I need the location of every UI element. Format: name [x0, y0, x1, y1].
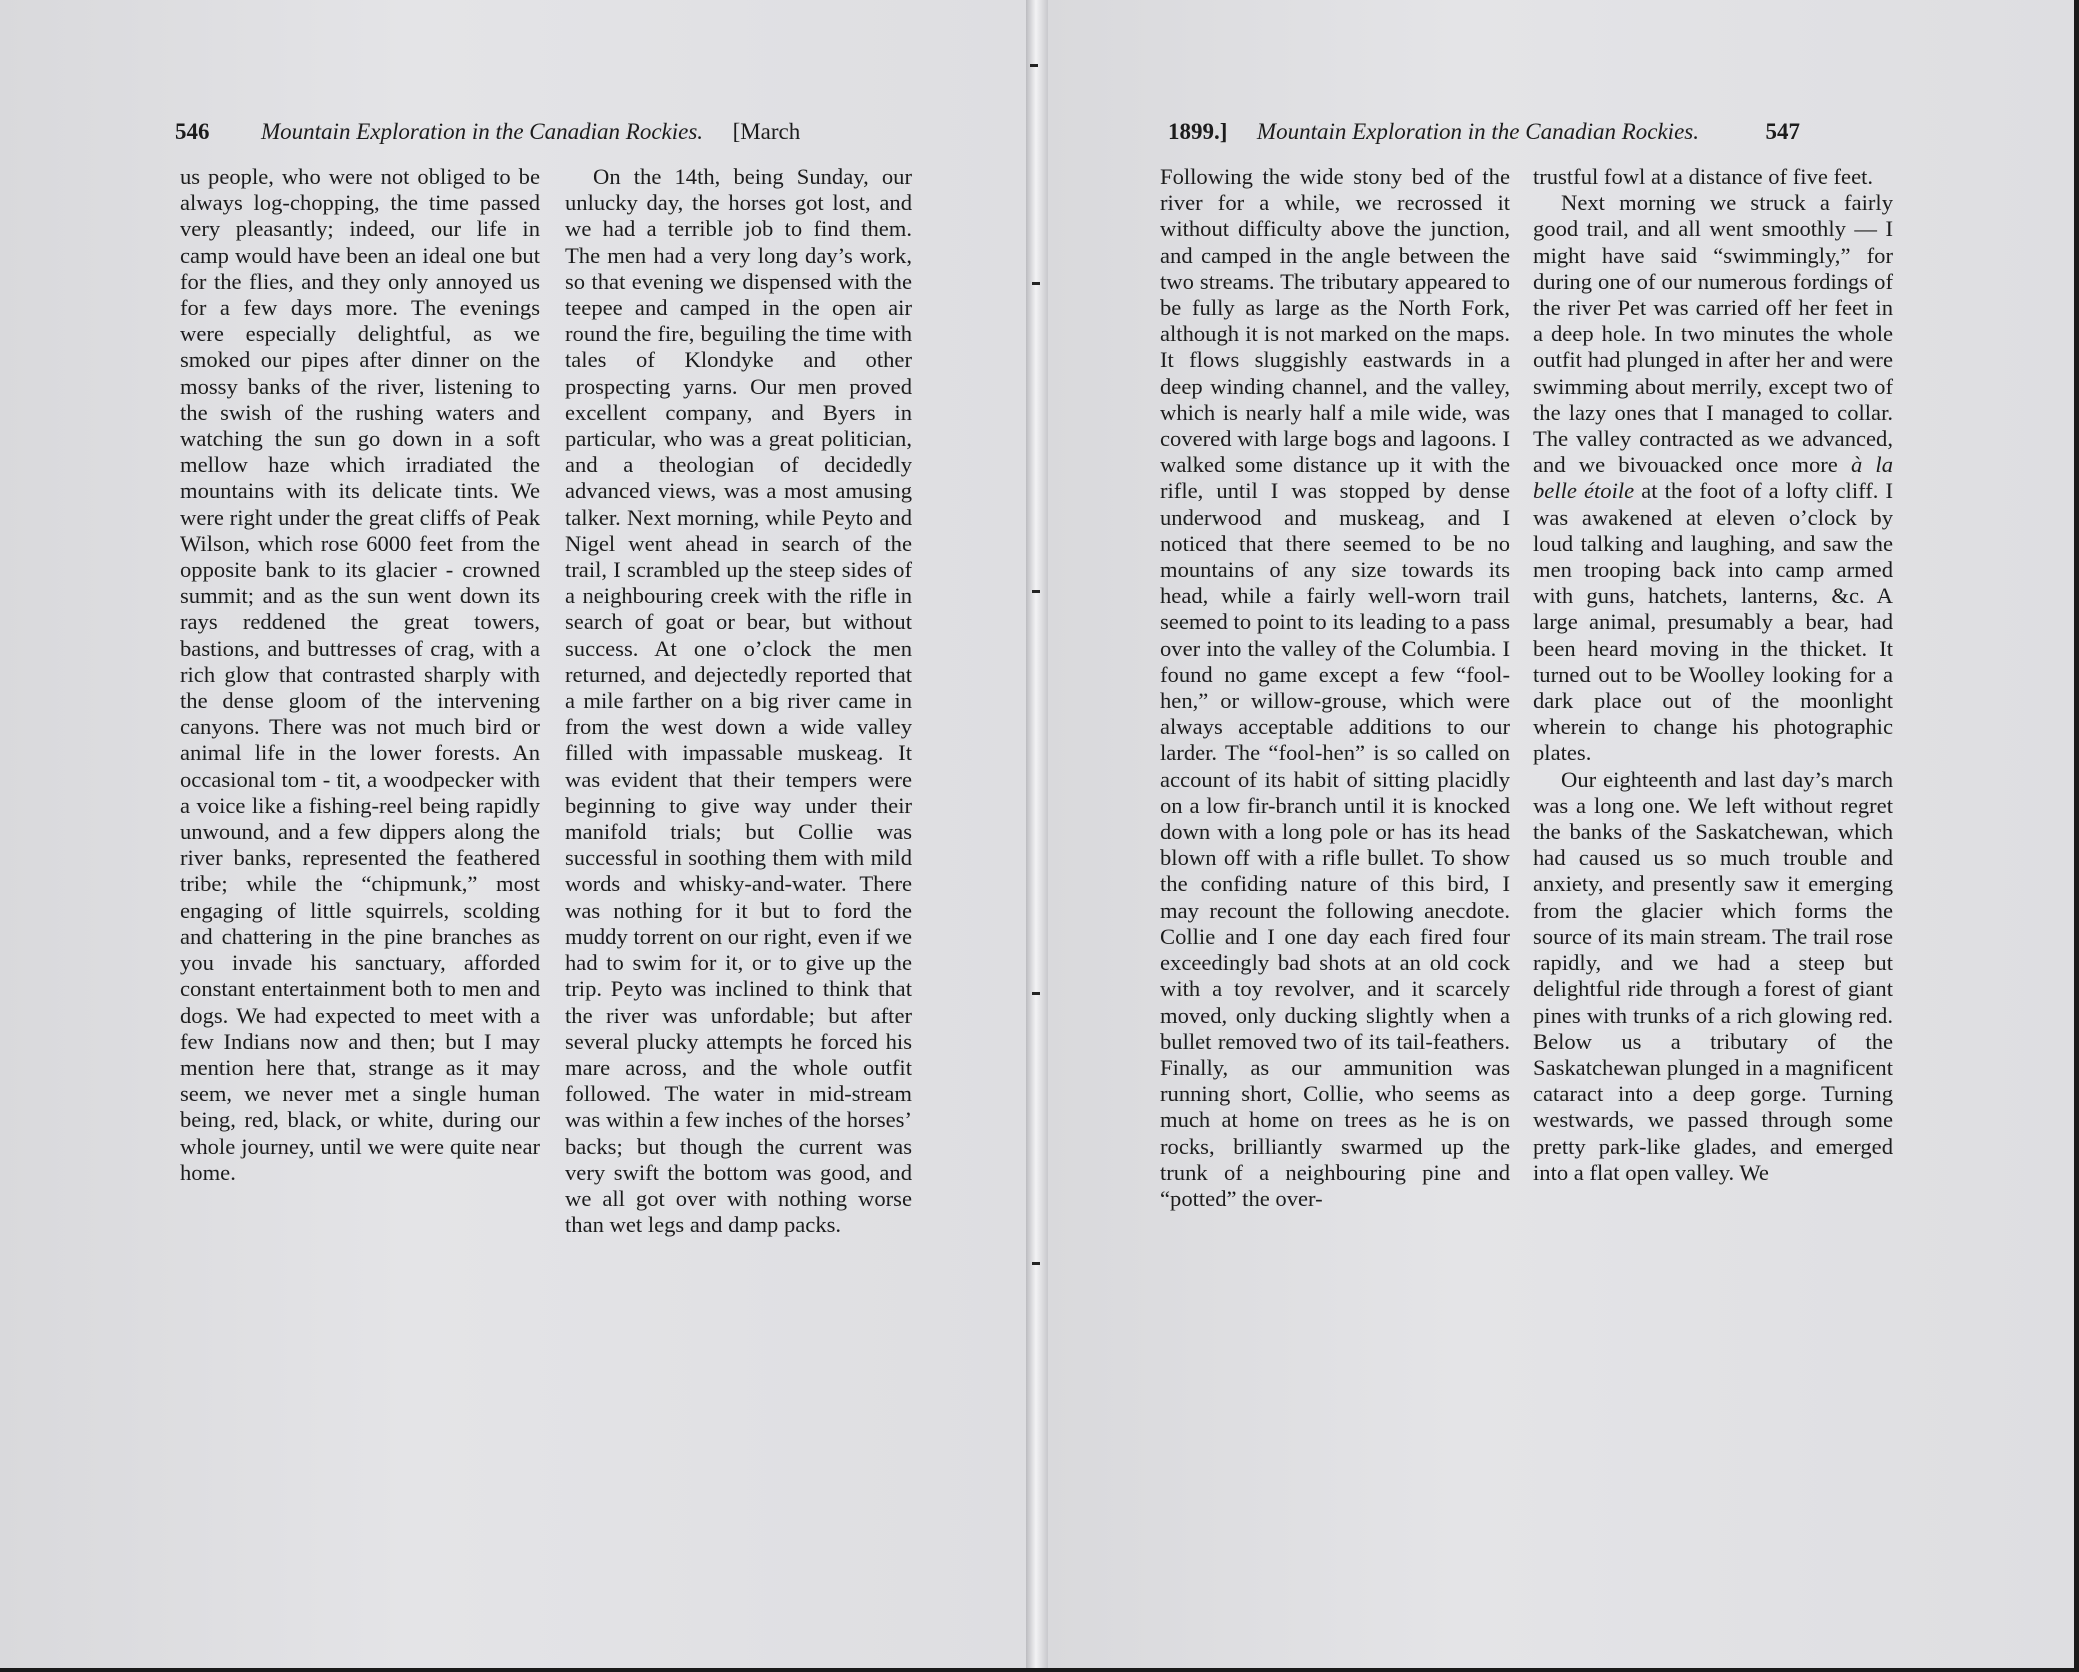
text-run: Next morning we struck a fairly good trail, and all went smoothly — I might have said “swimmingly,” for during one of our numerous fordings of the river Pet was carried off her feet in a deep hole. In two minutes the whole outfit had plunged in after her and were swimming about merrily, except two of the lazy ones that I managed to collar. The valley contracted as we advanced, and we bivouacked once more — [1533, 190, 1893, 478]
running-title-right: Mountain Exploration in the Canadian Rockies. — [1256, 119, 1699, 144]
gutter-mark — [1032, 992, 1040, 995]
gutter-mark — [1032, 1262, 1040, 1265]
right-page — [1048, 0, 2079, 1672]
gutter-mark — [1032, 590, 1040, 593]
running-title-left: Mountain Exploration in the Canadian Rockies. — [261, 119, 704, 144]
left-column-1 — [180, 164, 540, 1186]
right-column-2 — [1533, 164, 1893, 1186]
paragraph: Following the wide stony bed of the river for a while, we recrossed it without difficulty above the junction, and camped in the angle between the two streams. The tributary appeared to be fully as large as the North Fork, although it is not marked on the maps. It flows sluggishly eastwards in a deep winding channel, and the valley, which is nearly half a mile wide, was covered with large bogs and lagoons. I walked some distance up it with the rifle, until I was stopped by dense underwood and muskeag, and I noticed that there seemed to be no mountains of any size towards its head, while a fairly well-worn trail seemed to point to its leading to a pass over into the valley of the Columbia. I found no game except a few “fool-hen,” or willow-grouse, which were always acceptable additions to our larder. The “fool-hen” is so called on account of its habit of sitting placidly on a low fir-branch until it is knocked down with a long pole or has its head blown off with a rifle bullet. To show the confiding nature of this bird, I may recount the following anecdote. Collie and I one day each fired four exceedingly bad shots at an old cock with a toy revolver, and it scarcely moved, only ducking slightly when a bullet removed two of its tail-feathers. Finally, as our ammunition was running short, Collie, who seems as much at home on trees as he is on rocks, brilliantly swarmed up the trunk of a neighbouring pine and “potted” the over- — [1160, 164, 1510, 1211]
gutter-mark — [1030, 64, 1038, 67]
text-run: at the foot of a lofty cliff. I was awakened at eleven o’clock by loud talking and laughing, and saw the men trooping back into camp armed with guns, hatchets, lanterns, &c. A large animal, presumably a bear, had been heard moving in the thicket. It turned out to be Woolley looking for a dark place out of the moonlight wherein to change his photographic plates. — [1533, 478, 1893, 766]
running-head-right — [1168, 116, 1800, 148]
scan-edge-bottom — [0, 1668, 2079, 1672]
page-number-right: 547 — [1765, 119, 1800, 144]
book-gutter — [1026, 0, 1048, 1672]
running-head-left — [175, 116, 800, 148]
paragraph: us people, who were not obliged to be always log-chopping, the time passed very pleasantly; indeed, our life in camp would have been an ideal one but for the flies, and they only annoyed us for a few days more. The evenings were especially delightful, as we smoked our pipes after dinner on the mossy banks of the river, listening to the swish of the rushing waters and watching the sun go down in a soft mellow haze which irradiated the mountains with its delicate tints. We were right under the great cliffs of Peak Wilson, which rose 6000 feet from the opposite bank to its glacier - crowned summit; and as the sun went down its rays reddened the great towers, bastions, and buttresses of crag, with a rich glow that contrasted sharply with the dense gloom of the intervening canyons. There was not much bird or animal life in the lower forests. An occasional tom - tit, a woodpecker with a voice like a fishing-reel being rapidly unwound, and a few dippers along the river banks, represented the feathered tribe; while the “chipmunk,” most engaging of little squirrels, scolding and chattering in the pine branches as you invade his sanctuary, afforded constant entertainment both to men and dogs. We had expected to meet with a few Indians now and then; but I may mention here that, strange as it may seem, we never met a single human being, red, black, or white, during our whole journey, until we were quite near home. — [180, 164, 540, 1185]
paragraph — [1533, 190, 1893, 766]
paragraph: trustful fowl at a distance of five feet. — [1533, 164, 1874, 189]
running-date-left: [March — [732, 119, 801, 144]
paragraph: Our eighteenth and last day’s march was a long one. We left without regret the banks of the Saskatchewan, which had caused us so much trouble and anxiety, and presently saw it emerging from the glacier which forms the source of its main stream. The trail rose rapidly, and we had a steep but delightful ride through a forest of giant pines with trunks of a rich glowing red. Below us a tributary of the Saskatchewan plunged in a magnificent cataract into a deep gorge. Turning westwards, we passed through some pretty park-like glades, and emerged into a flat open valley. We — [1533, 766, 1893, 1185]
left-page — [0, 0, 1026, 1672]
scan-edge-right — [2074, 0, 2079, 1672]
left-column-2 — [565, 164, 912, 1238]
right-column-1 — [1160, 164, 1510, 1212]
page-number-left: 546 — [175, 119, 210, 144]
running-date-right: 1899.] — [1168, 119, 1228, 144]
italic-phrase: à la belle étoile — [1533, 452, 1893, 504]
gutter-mark — [1032, 282, 1040, 285]
paragraph: On the 14th, being Sunday, our unlucky day, the horses got lost, and we had a terrible job to find them. The men had a very long day’s work, so that evening we dispensed with the teepee and camped in the open air round the fire, beguiling the time with tales of Klondyke and other prospecting yarns. Our men proved excellent company, and Byers in particular, who was a great politician, and a theologian of decidedly advanced views, was a most amusing talker. Next morning, while Peyto and Nigel went ahead in search of the trail, I scrambled up the steep sides of a neighbouring creek with the rifle in search of goat or bear, but without success. At one o’clock the men returned, and dejectedly reported that a mile farther on a big river came in from the west down a wide valley filled with impassable muskeag. It was evident that their tempers were beginning to give way under their manifold trials; but Collie was successful in soothing them with mild words and whisky-and-water. There was nothing for it but to ford the muddy torrent on our right, even if we had to swim for it, or to give up the trip. Peyto was inclined to think that the river was unfordable; but after several plucky attempts he forced his mare across, and the whole outfit followed. The water in mid-stream was within a few inches of the horses’ backs; but though the current was very swift the bottom was good, and we all got over with nothing worse than wet legs and damp packs. — [565, 164, 912, 1238]
